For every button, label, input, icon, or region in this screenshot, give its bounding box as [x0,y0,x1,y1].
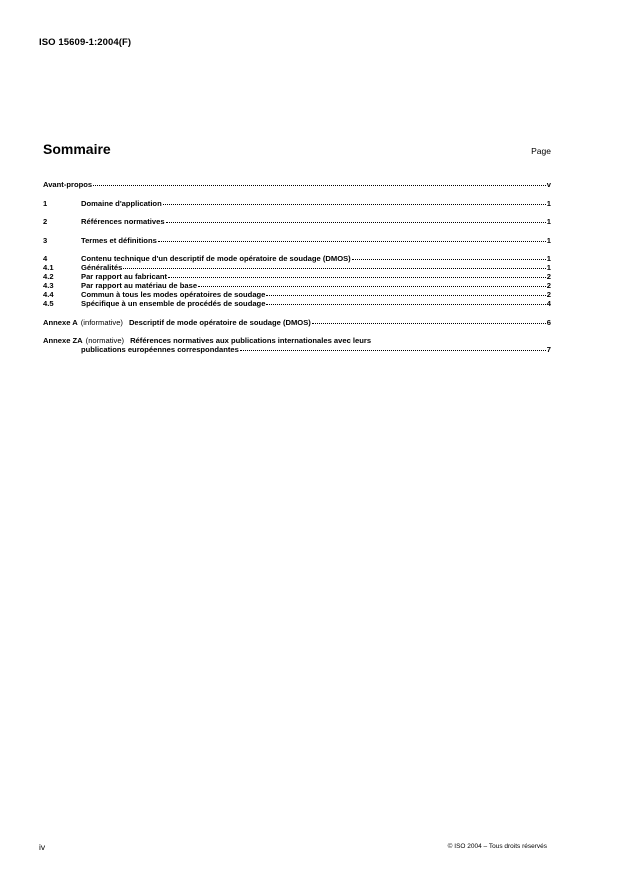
standard-identifier: ISO 15609-1:2004(F) [39,37,132,48]
toc-entry-number: 1 [43,198,48,208]
toc-entry-page: 1 [546,254,551,263]
toc-entry-text: Termes et définitions [81,235,157,245]
toc-entry-3[interactable] [43,236,551,245]
toc-entry-4-5[interactable] [43,299,551,308]
dot-leader [240,344,546,351]
toc-entry-number: 4 [43,254,48,263]
footer-page-number: iv [39,842,46,852]
toc-entry-number: 4.1 [43,263,54,272]
toc-entry-text: Références normatives aux publications internationales avec leurs [130,336,372,345]
dot-leader [163,198,546,205]
toc-entry-number: 4.2 [43,272,54,281]
toc-entry-page: 2 [546,290,551,299]
toc-page-label: Page [531,146,551,156]
toc-entry-page: 2 [546,272,551,281]
toc-entry-1[interactable] [43,199,551,208]
toc-entry-text: Spécifique à un ensemble de procédés de soudage [81,299,266,308]
toc-entry-number: 3 [43,235,48,245]
toc-entry-avant-propos[interactable] [43,180,551,189]
toc-entry-text-continued: publications européennes correspondantes [81,345,239,354]
toc-entry-page: 4 [546,299,551,308]
annex-label: Annexe ZA [43,336,83,345]
toc-entry-page: 1 [546,198,551,208]
toc-entry-page: 1 [546,263,551,272]
toc-entry-number: 4.3 [43,281,54,290]
dot-leader [168,271,546,278]
toc-entry-annex-a[interactable] [43,318,551,327]
toc-entry-text: Par rapport au fabricant [81,272,168,281]
toc-entry-text: Commun à tous les modes opératoires de soudage [81,290,266,299]
toc-entry-text: Généralités [81,263,123,272]
toc-entry-page: 2 [546,281,551,290]
toc-entry-text: Par rapport au matériau de base [81,281,198,290]
table-of-contents [43,180,551,354]
dot-leader [352,253,546,260]
toc-entry-number: 4.5 [43,299,54,308]
toc-entry-text: Références normatives [81,217,165,226]
toc-entry-text: Domaine d'application [81,198,162,208]
footer-copyright: © ISO 2004 – Tous droits réservés [447,843,547,850]
toc-entry-page: 6 [546,317,551,327]
annex-kind: (informative) [80,317,123,327]
dot-leader [198,280,546,287]
annex-za-line-2 [43,345,551,354]
toc-title: Sommaire [43,141,111,157]
dot-leader [266,298,545,305]
annex-label: Annexe A [43,317,78,327]
dot-leader [166,216,546,223]
toc-entry-text: Descriptif de mode opératoire de soudage (DMOS) [128,317,311,327]
dot-leader [158,235,546,242]
toc-entry-text: Avant-propos [43,180,93,189]
dot-leader [93,179,546,186]
toc-header [43,141,551,157]
toc-entry-page: 7 [546,345,551,354]
toc-entry-annex-za[interactable] [43,336,551,354]
annex-kind: (normative) [85,336,125,345]
toc-entry-2[interactable] [43,217,551,226]
toc-entry-number: 4.4 [43,290,54,299]
toc-entry-page: 1 [546,235,551,245]
toc-entry-text: Contenu technique d'un descriptif de mode opératoire de soudage (DMOS) [81,254,351,263]
dot-leader [266,289,545,296]
toc-entry-number: 2 [43,217,48,226]
dot-leader [123,262,545,269]
toc-entry-page: v [546,180,551,189]
toc-entry-page: 1 [546,217,551,226]
dot-leader [312,317,546,324]
